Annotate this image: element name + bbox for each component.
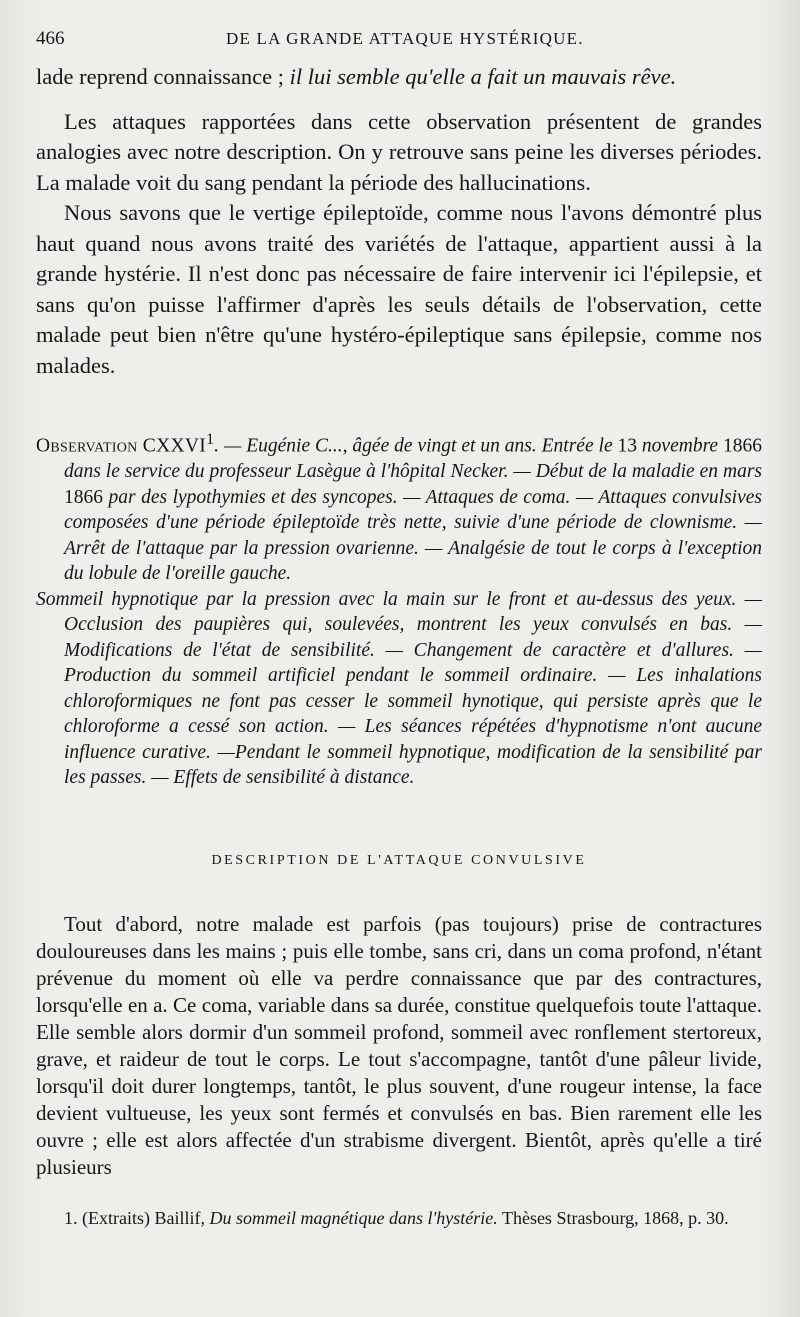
continuation-text: lade reprend connaissance ; xyxy=(36,64,290,89)
continuation-line xyxy=(36,62,762,93)
footnote-text-b: Thèses Strasbourg, 1868, p. 30. xyxy=(497,1207,729,1228)
observation-text-a: . — Eugénie C..., âgée de vingt et un ans. Entrée le xyxy=(214,435,618,457)
observation-year-2: 1866 xyxy=(64,486,103,508)
section-paragraph: Tout d'abord, notre malade est parfois (pas toujours) prise de contractures douloureuses dans les mains ; puis elle tombe, sans cri, dans un coma profond, n'étant prévenue du moment où elle va perdre connaissance que par des contractures, lorsqu'elle en a. Ce coma, variable dans sa durée, constitue quelquefois toute l'attaque. Elle semble alors dormir d'un sommeil profond, sommeil avec ronflement stertoreux, grave, et raideur de tout le corps. Le tout s'accompagne, tantôt d'une pâleur livide, lorsqu'il doit durer longtemps, tantôt, le plus souvent, d'une rougeur intense, la face devient vultueuse, les yeux sont fermés et convulsés en bas. Bien rarement elle les ouvre ; elle est alors affectée d'un strabisme divergent. Bientôt, après qu'elle a tiré plusieurs xyxy=(36,911,762,1179)
spacer xyxy=(36,381,762,427)
running-title: DE LA GRANDE ATTAQUE HYSTÉRIQUE. xyxy=(226,29,584,48)
running-head xyxy=(36,28,762,62)
observation-summary xyxy=(36,427,762,587)
observation-text-d: par des lypothymies et des syncopes. — Attaques de coma. — Attaques convulsives composées d'une période épileptoïde très nette, suivie d'une période de clownisme. — Arrêt de l'attaque par la pression ovarienne. — Analgésie de tout le corps à l'exception du lobule de l'oreille gauche. xyxy=(64,486,762,584)
page-number: 466 xyxy=(36,28,65,49)
footnote-marker: 1 xyxy=(206,430,215,448)
continuation-italic: il lui semble qu'elle a fait un mauvais rêve. xyxy=(289,64,677,89)
observation-text-c: dans le service du professeur Lasègue à l'hôpital Necker. — Début de la maladie en mars xyxy=(64,461,762,482)
footnote-mark: 1. xyxy=(64,1207,82,1228)
footnote xyxy=(36,1207,762,1229)
observation-text-b: novembre xyxy=(637,435,724,457)
paragraph-1: Les attaques rapportées dans cette observation présentent de grandes analogies avec notre description. On y retrouve sans peine les diverses périodes. La malade voit du sang pendant la période des hallucinations. xyxy=(36,108,762,195)
observation-summary-2: Sommeil hypnotique par la pression avec la main sur le front et au-dessus des yeux. — Occlusion des paupières qui, soulevées, montrent les yeux convulsés en bas. — Modifications de l'état de sensibilité. — Changement de caractère et d'allures. — Production du sommeil artificiel pendant le sommeil ordinaire. — Les inhalations chloroformiques ne font pas cesser le sommeil hynotique, qui persiste après que le chloroforme a cessé son action. — Les séances répétées d'hypnotisme n'ont aucune influence curative. —Pendant le sommeil hypnotique, modification de la sensibilité par les passes. — Effets de sensibilité à distance. xyxy=(36,588,762,788)
observation-day: 13 xyxy=(617,435,638,457)
observation-heading: Observation CXXVI xyxy=(36,435,207,457)
footnote-text-a: (Extraits) Baillif, xyxy=(82,1207,210,1228)
observation-year-1: 1866 xyxy=(723,435,763,457)
footnote-title: Du sommeil magnétique dans l'hystérie. xyxy=(209,1207,498,1228)
section-title: DESCRIPTION DE L'ATTAQUE CONVULSIVE xyxy=(211,852,587,868)
paragraph-2: Nous savons que le vertige épileptoïde, comme nous l'avons démontré plus haut quand nous avons traité des variétés de l'attaque, appartient aussi à la grande hystérie. Il n'est donc pas nécessaire de faire intervenir ici l'épilepsie, et sans qu'on puisse l'affirmer d'après les seuls détails de l'observation, cette malade peut bien n'être qu'une hystéro-épileptique sans épilepsie, comme nos malades. xyxy=(36,200,762,378)
